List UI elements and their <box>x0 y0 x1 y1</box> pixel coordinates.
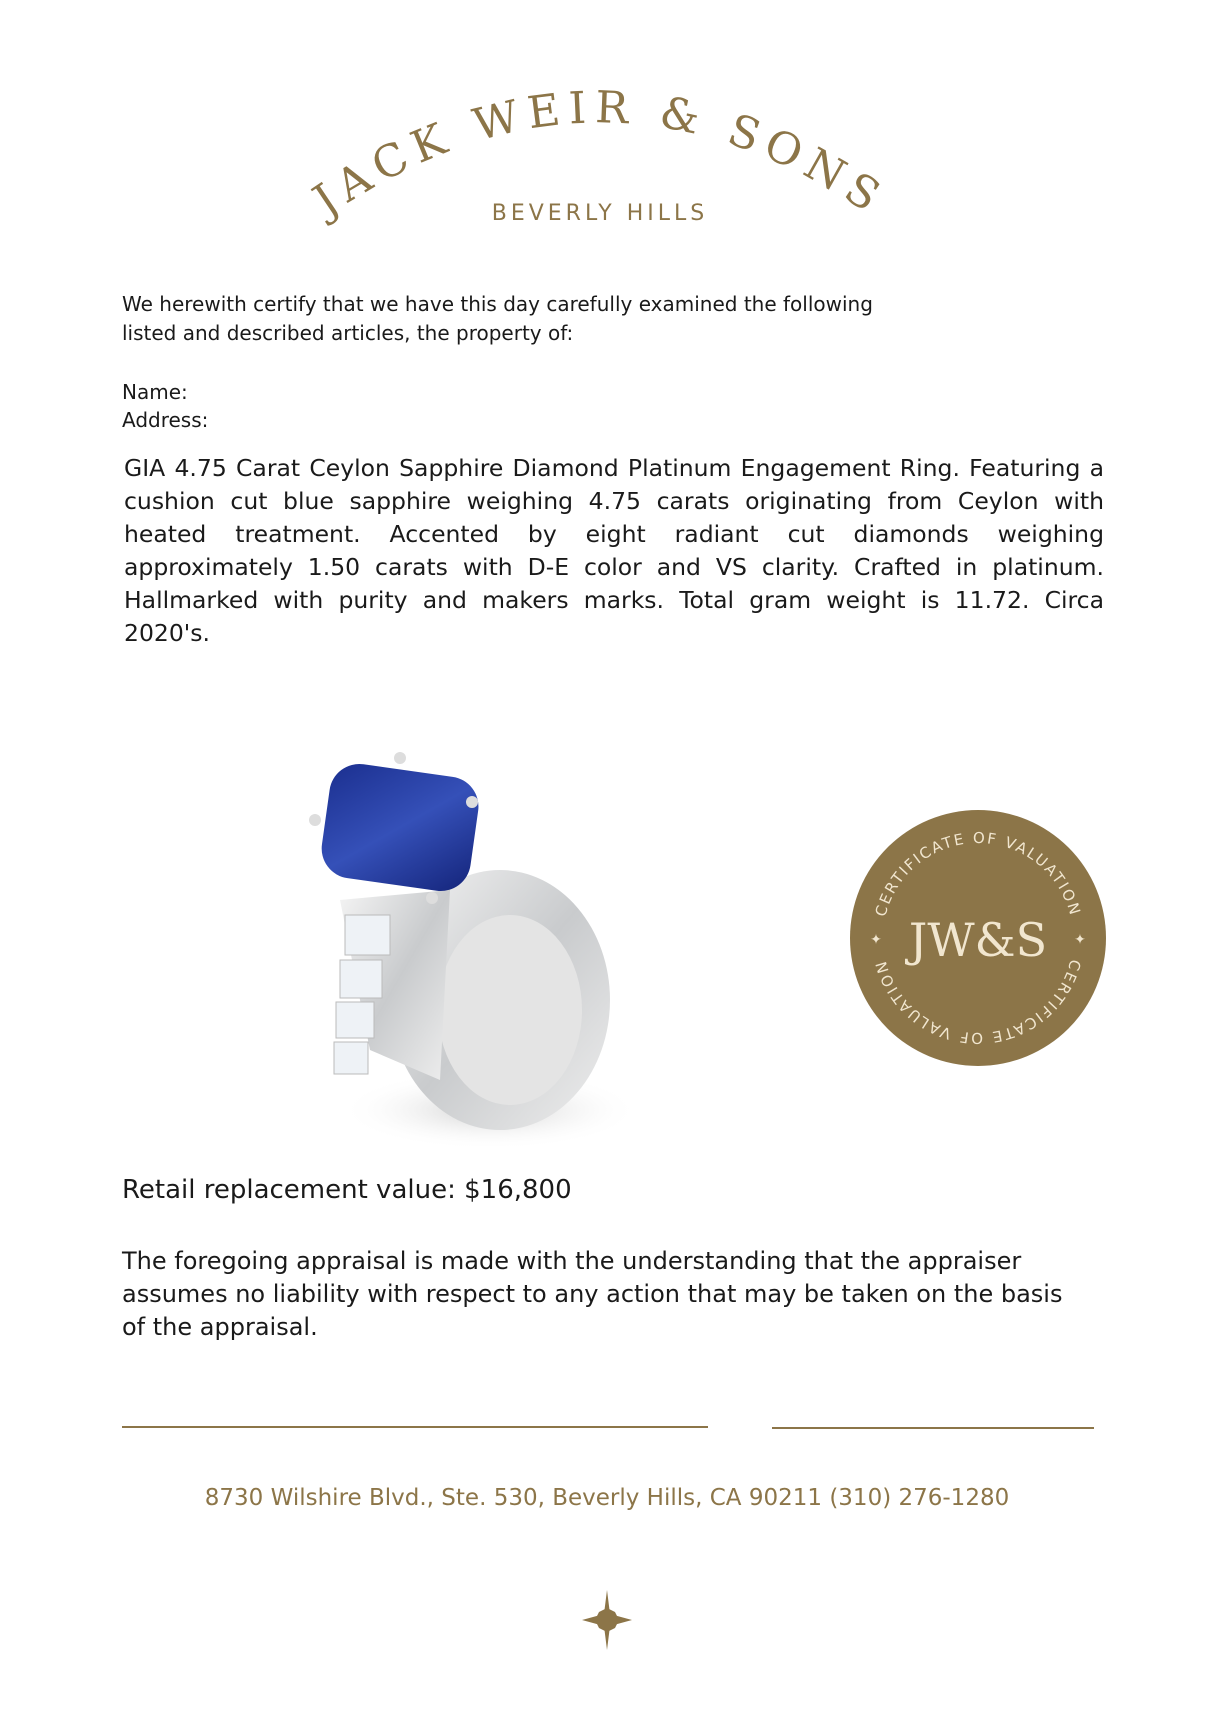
star-ornament-icon <box>582 1590 632 1650</box>
value-amount: $16,800 <box>464 1175 572 1205</box>
certification-intro: We herewith certify that we have this day carefully examined the following listed and described articles, the property of: <box>122 292 873 345</box>
ring-image <box>300 750 660 1160</box>
seal-text-top: CERTIFICATE OF VALUATION <box>871 828 1085 919</box>
brand-location: BEVERLY HILLS <box>491 201 709 226</box>
item-description: GIA 4.75 Carat Ceylon Sapphire Diamond Platinum Engagement Ring. Featuring a cushion cut blue sapphire weighing 4.75 carats originating from Ceylon with heated treatment. Accented by eight radiant cut diamonds weighing approximately 1.50 carats with D-E color and VS clarity. Crafted in platinum. Hallmarked with purity and makers marks. Total gram weight is 11.72. Circa 2020's. <box>124 454 1104 647</box>
name-label: Name: <box>122 380 188 404</box>
brand-logo <box>300 70 900 250</box>
seal-star-right-icon: ✦ <box>1074 932 1086 948</box>
owner-fields <box>122 378 208 434</box>
retail-value <box>122 1175 572 1205</box>
seal-text-bottom: CERTIFICATE OF VALUATION <box>871 957 1085 1048</box>
disclaimer: The foregoing appraisal is made with the understanding that the appraiser assumes no liability with respect to any action that may be taken on the basis of the appraisal. <box>122 1247 1063 1341</box>
signature-line <box>122 1426 708 1428</box>
date-line <box>772 1427 1094 1429</box>
seal-monogram: JW&S <box>908 913 1048 967</box>
brand-name: JACK WEIR & SONS <box>304 82 896 227</box>
address-label: Address: <box>122 408 209 432</box>
value-label: Retail replacement value: <box>122 1175 456 1205</box>
footer-address: 8730 Wilshire Blvd., Ste. 530, Beverly Hills, CA 90211 (310) 276-1280 <box>204 1485 1010 1511</box>
seal-star-left-icon: ✦ <box>870 932 882 948</box>
certificate-seal <box>848 808 1108 1068</box>
